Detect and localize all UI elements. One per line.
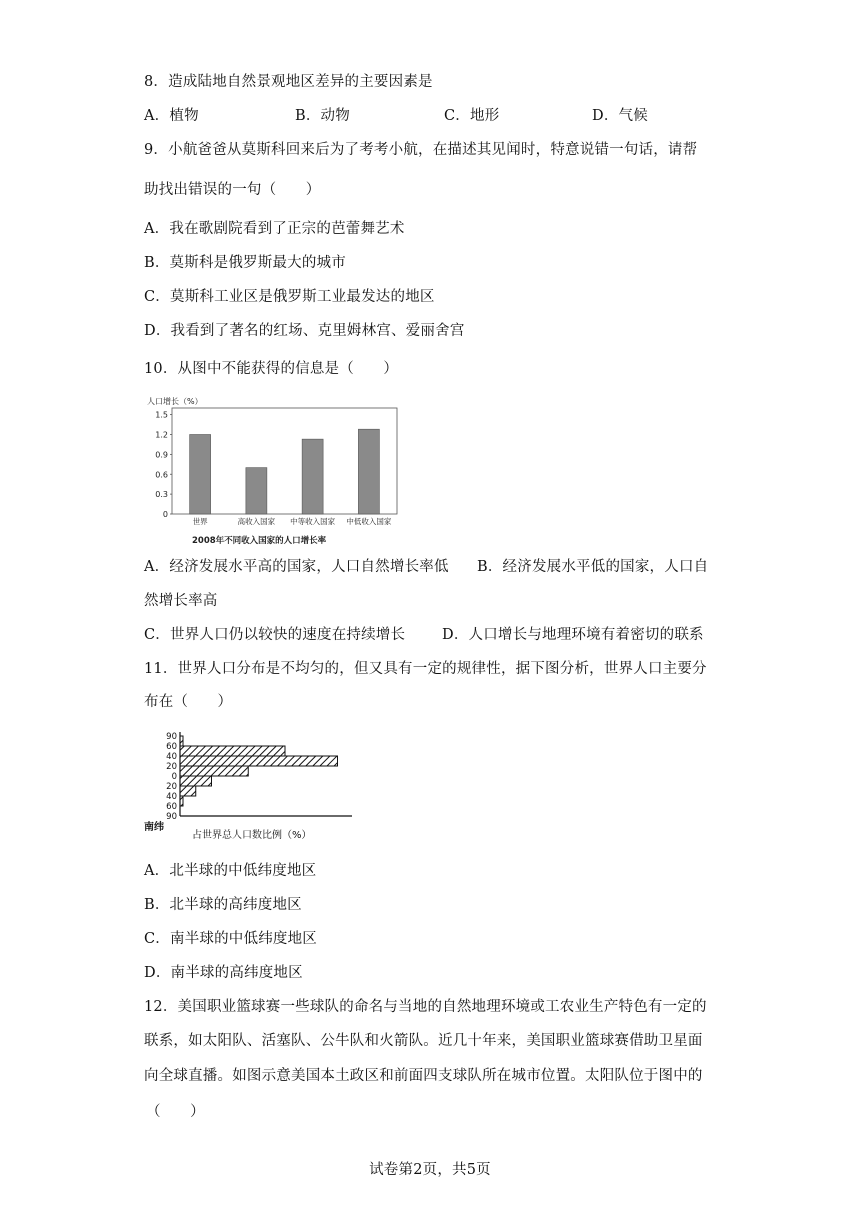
chart1-category-label: 高收入国家 xyxy=(237,517,276,526)
q9-option-b[interactable]: B．莫斯科是俄罗斯最大的城市 xyxy=(144,255,346,271)
chart1-ytick-label: 0.3 xyxy=(155,490,168,500)
chart1-ylabel: 人口增长（%） xyxy=(147,397,203,406)
q8-option-a[interactable]: A．植物 xyxy=(144,108,199,124)
q11-option-c[interactable]: C．南半球的中低纬度地区 xyxy=(144,931,317,947)
chart2-lat-bar xyxy=(180,776,212,786)
q11-option-d[interactable]: D．南半球的高纬度地区 xyxy=(144,965,303,981)
q8-option-b[interactable]: B．动物 xyxy=(295,108,350,124)
chart2-lat-tick: 20 xyxy=(166,782,177,792)
chart2-lat-tick: 20 xyxy=(166,762,177,772)
chart2-lat-bar xyxy=(180,746,285,756)
chart2-lat-tick: 90 xyxy=(166,732,177,742)
q9-option-d[interactable]: D．我看到了著名的红场、克里姆林宫、爱丽舍宫 xyxy=(144,323,465,339)
q8-option-d[interactable]: D．气候 xyxy=(592,108,648,124)
population-growth-bar-chart xyxy=(144,390,404,552)
q9-option-a[interactable]: A．我在歌剧院看到了正宗的芭蕾舞艺术 xyxy=(144,221,405,237)
chart1-ytick-label: 0.9 xyxy=(155,450,168,460)
latitude-population-chart xyxy=(140,726,370,846)
q11-stem-line2: 布在（ ） xyxy=(144,694,233,710)
chart1-bar xyxy=(190,435,211,515)
chart2-lat-bar xyxy=(180,766,248,776)
q11-option-a[interactable]: A．北半球的中低纬度地区 xyxy=(144,863,317,879)
chart2-lat-tick: 40 xyxy=(166,792,177,802)
chart1-bar xyxy=(302,439,323,514)
chart1-bar xyxy=(358,429,379,514)
chart2-lat-tick: 60 xyxy=(166,802,177,812)
chart2-lat-bar xyxy=(180,786,196,796)
q10-option-d[interactable]: D．人口增长与地理环境有着密切的联系 xyxy=(442,627,704,643)
chart1-ytick-label: 1.5 xyxy=(155,410,168,420)
q11-stem-line1: 11．世界人口分布是不均匀的，但又具有一定的规律性，据下图分析，世界人口主要分 xyxy=(144,661,707,677)
chart1-ytick-label: 0.6 xyxy=(155,470,168,480)
chart1-ytick-label: 0 xyxy=(162,510,168,519)
chart1-bar xyxy=(246,468,267,514)
chart2-xlabel: 占世界总人口数比例（%） xyxy=(192,830,312,841)
chart1-category-label: 中等收入国家 xyxy=(290,517,336,526)
q12-line4: （ ） xyxy=(146,1104,205,1120)
chart2-lat-bar xyxy=(180,756,338,766)
q10-stem: 10．从图中不能获得的信息是（ ） xyxy=(144,361,399,377)
chart2-lat-tick: 40 xyxy=(166,752,177,762)
q12-line1: 12．美国职业篮球赛一些球队的命名与当地的自然地理环境或工农业生产特色有一定的 xyxy=(144,999,707,1015)
chart2-corner-label: 南纬 xyxy=(144,822,164,833)
chart1-category-label: 世界 xyxy=(192,517,208,526)
q12-line2: 联系，如太阳队、活塞队、公牛队和火箭队。近几十年来，美国职业篮球赛借助卫星面 xyxy=(144,1033,703,1049)
q9-option-c[interactable]: C．莫斯科工业区是俄罗斯工业最发达的地区 xyxy=(144,289,435,305)
q10-option-b[interactable]: B．经济发展水平低的国家，人口自 xyxy=(477,559,709,575)
q10-option-a[interactable]: A．经济发展水平高的国家，人口自然增长率低 xyxy=(144,559,449,575)
q8-option-c[interactable]: C．地形 xyxy=(444,108,500,124)
q8-stem: 8．造成陆地自然景观地区差异的主要因素是 xyxy=(144,74,433,90)
q10-option-b-cont: 然增长率高 xyxy=(144,593,218,609)
page-footer: 试卷第2页，共5页 xyxy=(369,1162,491,1178)
q11-option-b[interactable]: B．北半球的高纬度地区 xyxy=(144,897,302,913)
chart2-lat-tick: 60 xyxy=(166,742,177,752)
q10-option-c[interactable]: C．世界人口仍以较快的速度在持续增长 xyxy=(144,627,406,643)
chart2-lat-tick: 90 xyxy=(166,812,177,822)
q9-stem-line2: 助找出错误的一句（ ） xyxy=(144,182,321,198)
chart1-caption: 2008年不同收入国家的人口增长率 xyxy=(192,536,327,546)
chart2-lat-tick: 0 xyxy=(171,772,177,782)
chart1-ytick-label: 1.2 xyxy=(155,430,168,440)
q9-stem-line1: 9．小航爸爸从莫斯科回来后为了考考小航，在描述其见闻时，特意说错一句话，请帮 xyxy=(144,142,698,158)
q12-line3: 向全球直播。如图示意美国本土政区和前面四支球队所在城市位置。太阳队位于图中的 xyxy=(144,1068,703,1084)
chart1-category-label: 中低收入国家 xyxy=(346,517,392,526)
